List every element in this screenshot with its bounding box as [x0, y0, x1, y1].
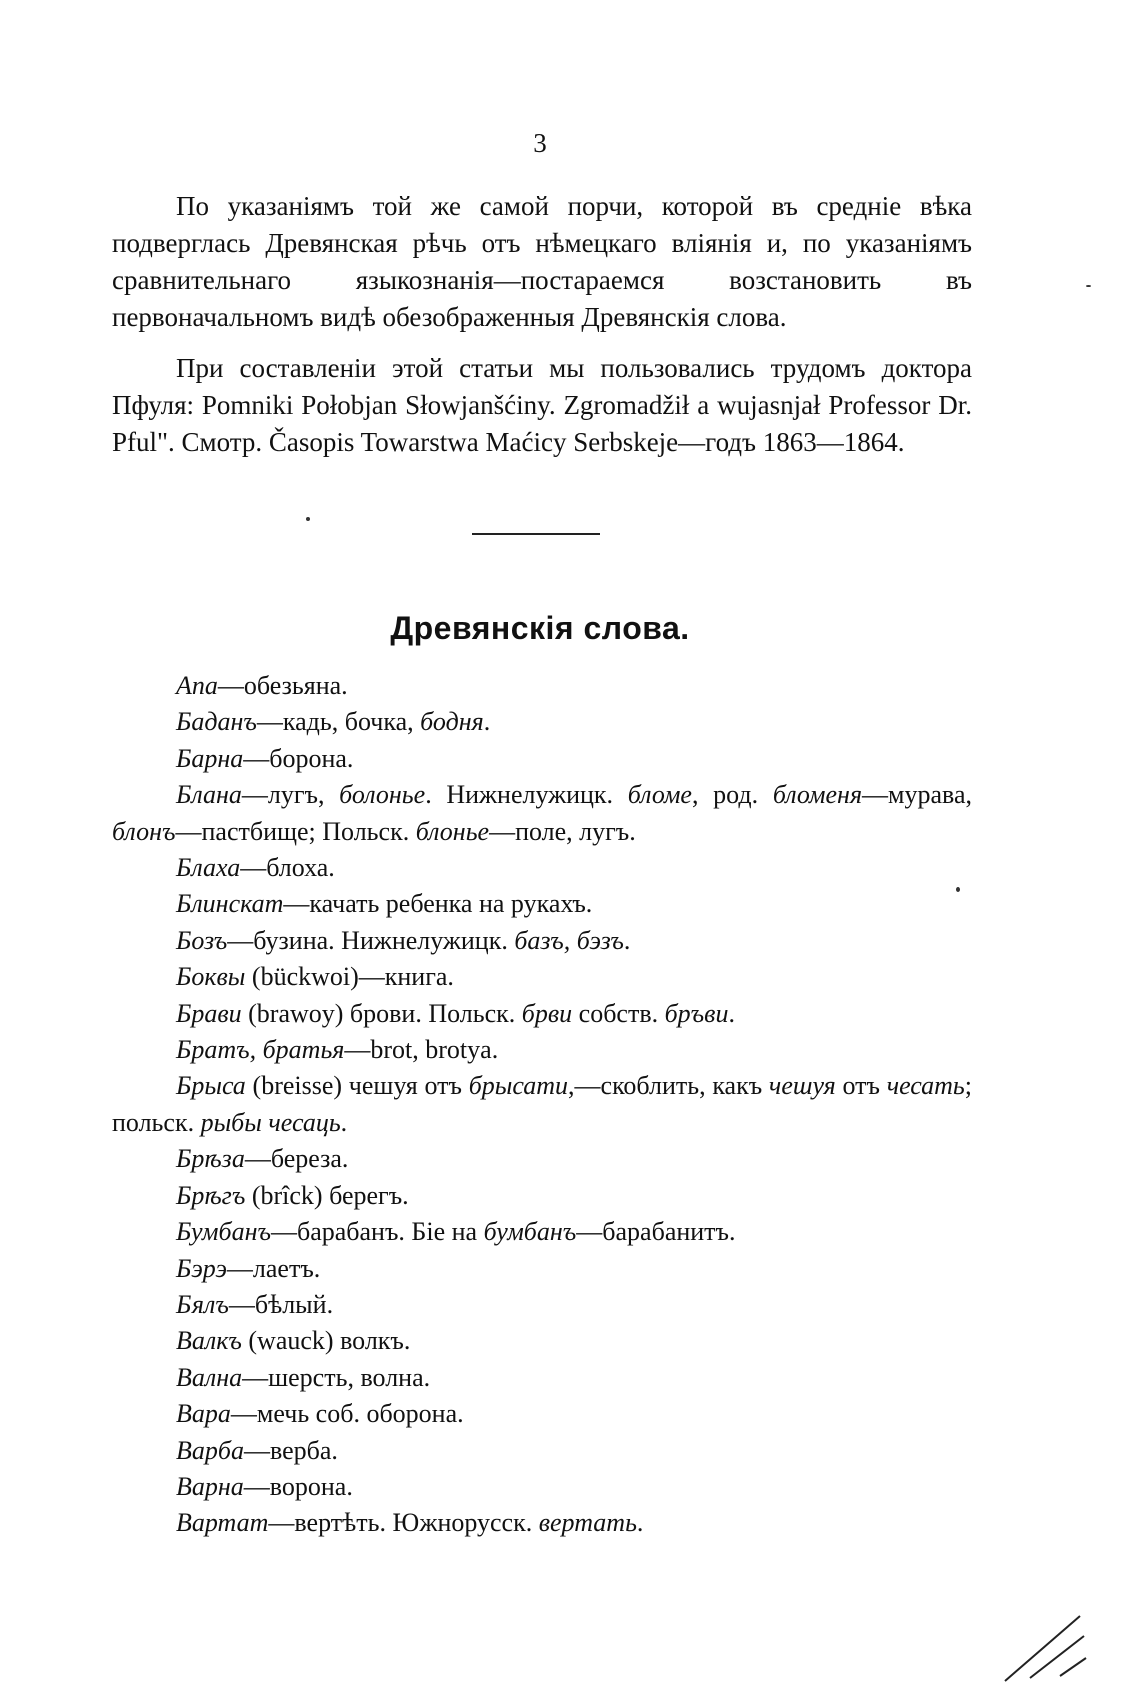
dictionary-entry: [112, 1505, 972, 1541]
dictionary-entry: [112, 1178, 972, 1214]
dictionary-entry: [112, 1396, 972, 1432]
entry-term: Братъ, братья: [176, 1035, 345, 1065]
entry-cited-form: бломеня: [772, 780, 863, 810]
entry-cited-form: вертать: [538, 1508, 637, 1538]
entry-definition: . Нижнелужицк.: [425, 780, 628, 810]
entry-cited-form: блонье: [415, 816, 490, 846]
entry-definition: —мечь соб. оборона.: [230, 1399, 464, 1429]
entry-definition: —бузина. Нижнелужицк.: [227, 925, 515, 955]
entry-term: Боквы: [176, 962, 246, 992]
entry-definition: (breisse) чешуя отъ: [245, 1071, 469, 1101]
dictionary-entry: [112, 1032, 972, 1068]
entry-cited-form: чесать: [886, 1071, 965, 1101]
entry-definition: (wauck) волкъ.: [241, 1326, 411, 1356]
intro-paragraph-2: [112, 350, 972, 461]
intro-paragraph-1: [112, 188, 972, 336]
dictionary-entry: [112, 1433, 972, 1469]
scan-speck: [306, 517, 310, 521]
dictionary-entry: [112, 1141, 972, 1177]
scan-speck: [1086, 285, 1091, 287]
entry-definition: —бѣлый.: [228, 1289, 334, 1319]
dictionary-entry: [112, 1251, 972, 1287]
section-divider: [472, 533, 600, 535]
dictionary-entry: [112, 996, 972, 1032]
dictionary-entry: [112, 959, 972, 995]
entry-term: Брави: [176, 998, 242, 1028]
dictionary-entry: [112, 1360, 972, 1396]
dictionary-entry: [112, 741, 972, 777]
dictionary-entry: [112, 1068, 972, 1141]
entry-term: Блинскат: [176, 889, 284, 919]
entry-definition: —лаетъ.: [226, 1253, 321, 1283]
entry-cited-form: чешуя: [768, 1071, 836, 1101]
entry-term: Бялъ: [176, 1289, 229, 1319]
entry-term: Вара: [176, 1399, 231, 1429]
entry-term: Бозъ: [176, 925, 228, 955]
entry-definition: отъ: [835, 1071, 887, 1101]
dictionary-entry: [112, 850, 972, 886]
dictionary-entry: [112, 704, 972, 740]
entry-definition: , род.: [691, 780, 773, 810]
entry-definition: ; польск.: [112, 1071, 972, 1137]
entry-definition: —барабанитъ.: [576, 1217, 736, 1247]
entry-term: Брѣза: [176, 1144, 245, 1174]
entry-term: Варна: [176, 1471, 244, 1501]
entry-definition: .: [483, 707, 491, 737]
entry-definition: .: [340, 1107, 348, 1137]
entry-cited-form: базъ, бэзъ: [514, 925, 624, 955]
entry-term: Вартат: [176, 1508, 269, 1538]
entry-definition: (brîck) берегъ.: [245, 1180, 409, 1210]
word-list: [112, 668, 972, 1542]
entry-term: Брѣгъ: [176, 1180, 246, 1210]
dictionary-entry: [112, 923, 972, 959]
intro-paragraph-2-text: При составленіи этой статьи мы пользовались трудомъ доктора Пфуля: Pomniki Połobjan Słowjanšćiny. Zgromadžił a wujasnjał Professor Dr. Pful". Смотр. Časopis Towarstwa Maćicy Serbskeje—годъ 1863—1864.: [112, 353, 972, 457]
entry-cited-form: бломе: [627, 780, 692, 810]
section-heading: Древянскія слова.: [390, 610, 690, 646]
entry-definition: —верба.: [243, 1435, 338, 1465]
dictionary-entry: [112, 1214, 972, 1250]
dictionary-entry: [112, 777, 972, 850]
entry-term: Бумбанъ: [176, 1217, 271, 1247]
page-number: 3: [533, 128, 547, 158]
entry-term: Барна: [176, 743, 244, 773]
entry-cited-form: брысати: [468, 1071, 569, 1101]
intro-paragraph-1-text: По указаніямъ той же самой порчи, которой въ средніе вѣка подверглась Древянская рѣчь отъ нѣмецкаго вліянія и, по указаніямъ сравнительнаго языкознанія—постараемся возстановить въ первоначальномъ видѣ обезображенныя Древянскія слова.: [112, 191, 972, 332]
entry-term: Баданъ: [176, 707, 257, 737]
entry-definition: (brawoy) брови. Польск.: [241, 998, 522, 1028]
dictionary-entry: [112, 886, 972, 922]
scan-speck: [956, 887, 960, 892]
entry-cited-form: брви: [521, 998, 573, 1028]
entry-definition: —кадь, бочка,: [256, 707, 421, 737]
entry-definition: —береза.: [244, 1144, 349, 1174]
entry-definition: —качать ребенка на рукахъ.: [283, 889, 593, 919]
entry-definition: —лугъ,: [241, 780, 340, 810]
entry-definition: —пастбище; Польск.: [175, 816, 416, 846]
entry-definition: —мурава,: [862, 780, 973, 810]
entry-cited-form: бумбанъ: [483, 1217, 577, 1247]
entry-definition: —борона.: [243, 743, 354, 773]
entry-definition: —ворона.: [243, 1471, 353, 1501]
entry-definition: —обезьяна.: [217, 671, 348, 700]
entry-definition: .: [623, 925, 631, 955]
entry-term: Валкъ: [176, 1326, 242, 1356]
dictionary-entry: [112, 1287, 972, 1323]
entry-definition: ,—скоблить, какъ: [568, 1071, 769, 1101]
entry-cited-form: бодня: [420, 707, 484, 737]
entry-definition: (bückwoi)—книга.: [245, 962, 454, 992]
entry-definition: —поле, лугъ.: [489, 816, 636, 846]
entry-definition: .: [636, 1508, 644, 1538]
entry-definition: —шерсть, волна.: [242, 1362, 431, 1392]
entry-term: Бэрэ: [176, 1253, 227, 1283]
entry-term: Брыса: [176, 1071, 246, 1101]
entry-definition: —барабанъ. Біе на: [270, 1217, 484, 1247]
dictionary-entry: [112, 1469, 972, 1505]
entry-cited-form: блонъ: [112, 816, 176, 846]
entry-term: Вална: [176, 1362, 243, 1392]
entry-definition: —блоха.: [240, 853, 335, 883]
entry-cited-form: бръви: [664, 998, 729, 1028]
entry-definition: —brot, brotya.: [344, 1035, 499, 1065]
dictionary-entry: [112, 668, 972, 704]
entry-term: Апа: [176, 671, 218, 700]
entry-term: Блана: [176, 780, 242, 810]
entry-definition: .: [728, 998, 735, 1028]
entry-cited-form: рыбы чесаць: [200, 1107, 341, 1137]
entry-definition: собств.: [572, 998, 665, 1028]
entry-cited-form: болонье: [339, 780, 426, 810]
entry-definition: —вертѣть. Южнорусск.: [268, 1508, 539, 1538]
entry-term: Варба: [176, 1435, 244, 1465]
dictionary-entry: [112, 1323, 972, 1359]
entry-term: Блаха: [176, 853, 241, 883]
scan-corner-marks: [1000, 1596, 1090, 1686]
